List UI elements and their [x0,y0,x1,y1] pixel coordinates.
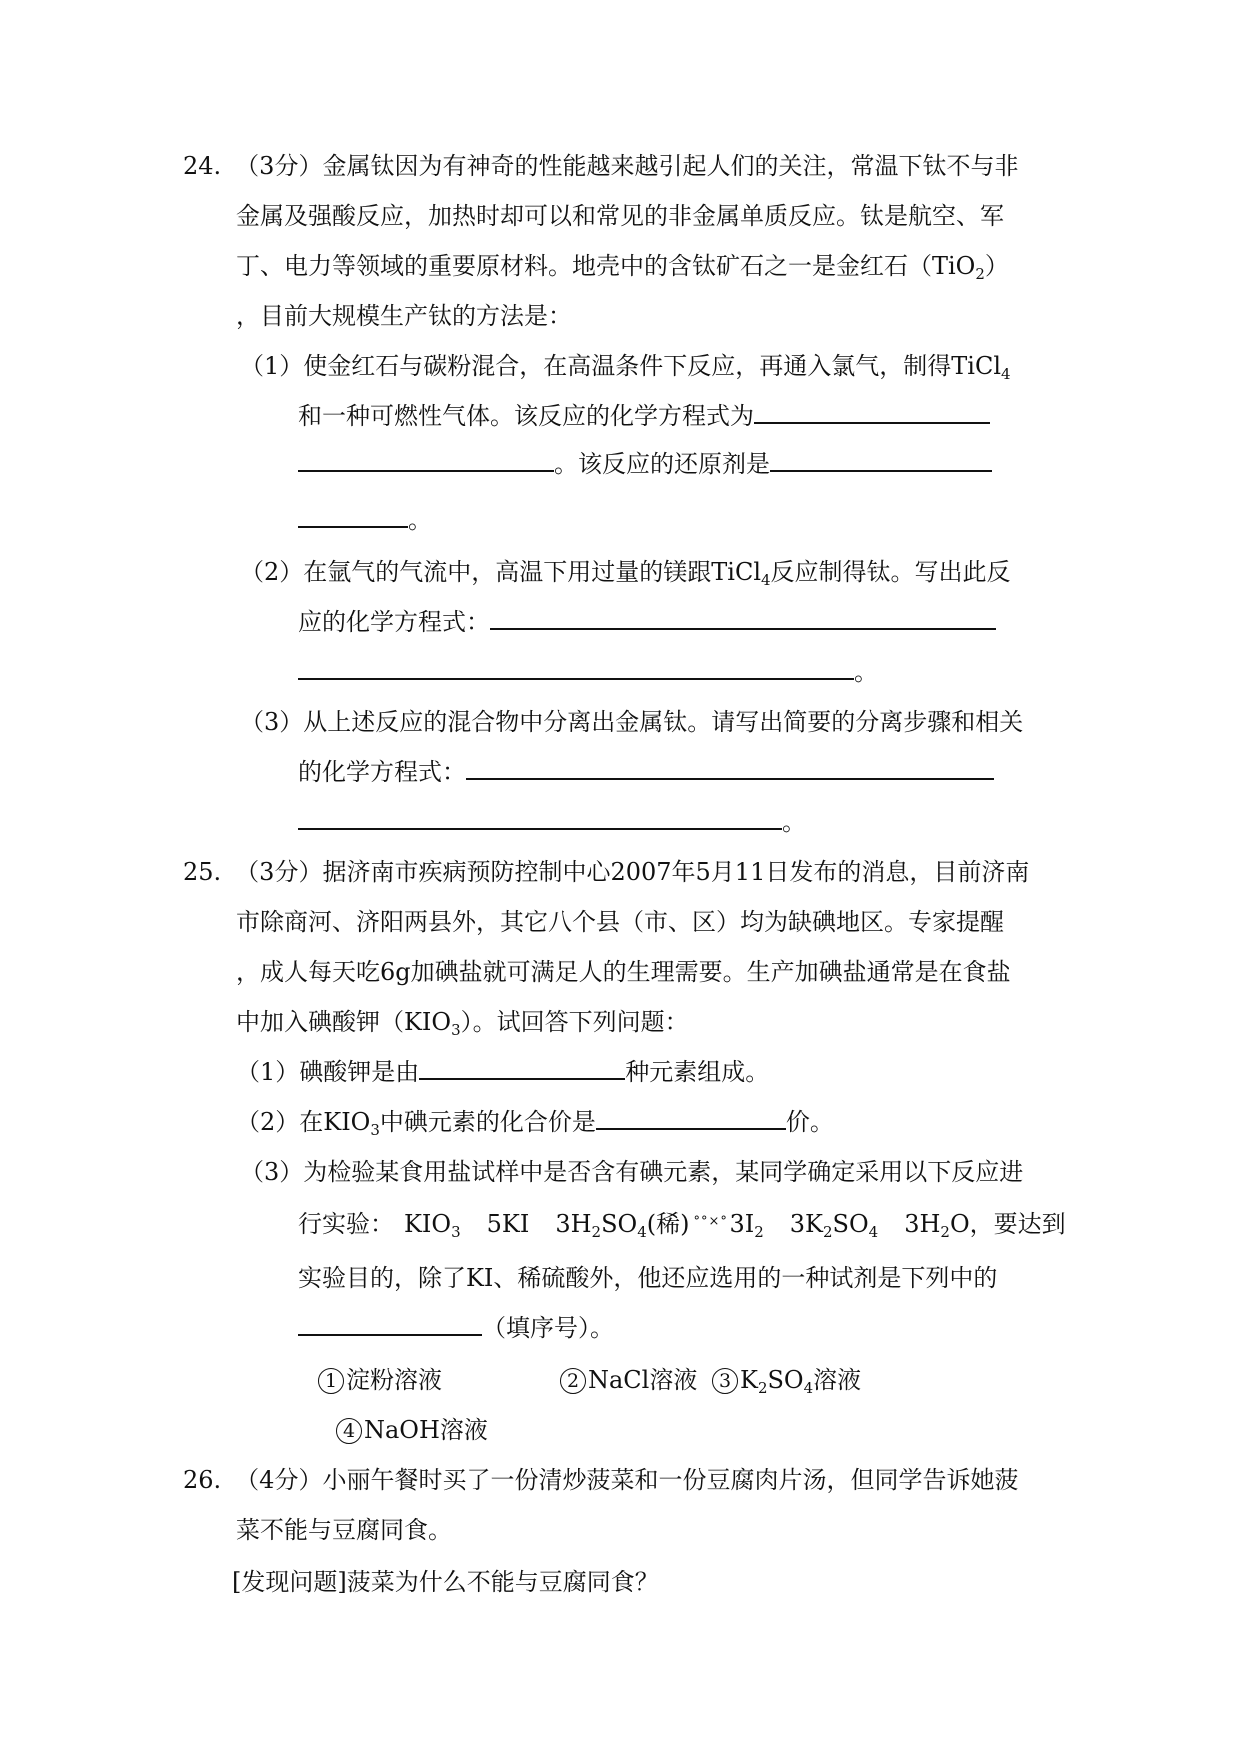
equation: $KIO_3$ 5KI $3H_2SO_4$(稀) °°×° $3I_2$ $3K_2SO_4$ $3H_2O$ [404,1210,970,1241]
circled-number: 2 [560,1368,586,1394]
circled-number: 1 [318,1368,344,1394]
q25-part3-line-2: 行实验： $KIO_3$ 5KI $3H_2SO_4$(稀) °°×° $3I_2$ $3K_2SO_4$ $3H_2O$，要达到 [298,1210,1066,1241]
q25-number: 25. [183,858,222,886]
q24-part1-line-3: 。该反应的还原剂是 [298,448,992,480]
circled-number: 4 [336,1418,362,1444]
answer-blank[interactable] [298,504,408,528]
answer-blank[interactable] [298,448,554,472]
q24-part2-line-2: 应的化学方程式： [298,606,996,638]
q24-part2-line-1: （2）在氩气的气流中，高温下用过量的镁跟TiCl$_4$反应制得钛。写出此反 [240,558,1011,589]
option-3: 3 $K_2SO_4$溶液 [712,1364,861,1396]
q25-score: （3分） [235,858,323,886]
q25-part1: （1）碘酸钾是由 种元素组成。 [236,1058,770,1086]
option-1: 1 淀粉溶液 [318,1364,442,1396]
answer-blank[interactable] [754,400,990,424]
q24-line-3: 丁、电力等领域的重要原材料。地壳中的含钛矿石之一是金红石（TiO$_2$） [236,252,1009,283]
q25-part3-line-4: （填序号）。 [298,1312,614,1344]
q24-line-2: 金属及强酸反应，加热时却可以和常见的非金属单质反应。钛是航空、军 [236,202,1004,230]
q24-line-4: ，目前大规模生产钛的方法是： [236,302,572,330]
q24-part1-line-2: 和一种可燃性气体。该反应的化学方程式为 [298,400,990,432]
q24-score: （3分） [235,152,323,180]
q25-line-4: 中加入碘酸钾$(KIO_3)$。试回答下列问题： [236,1008,689,1039]
q24-number: 24. [183,152,222,180]
q25-line-3: ，成人每天吃6g加碘盐就可满足人的生理需要。生产加碘盐通常是在食盐 [236,958,1011,986]
circled-number: 3 [712,1368,738,1394]
q26-score: （4分） [235,1466,323,1494]
q25-line-1: 25. （3分）据济南市疾病预防控制中心2007年5月11日发布的消息，目前济南 [183,858,1030,886]
option-2: 2 NaCl溶液 [560,1364,697,1396]
answer-blank[interactable] [596,1106,786,1130]
answer-blank[interactable] [466,756,994,780]
q24-part3-line-2: 的化学方程式： [298,756,994,788]
answer-blank[interactable] [298,1312,482,1336]
answer-blank[interactable] [298,806,782,830]
answer-blank[interactable] [419,1056,625,1080]
q25-line-2: 市除商河、济阳两县外，其它八个县（市、区）均为缺碘地区。专家提醒 [236,908,1004,936]
q26-line-1: 26. （4分）小丽午餐时买了一份清炒菠菜和一份豆腐肉片汤，但同学告诉她菠 [183,1466,1019,1494]
option-4: 4 NaOH溶液 [336,1414,488,1446]
answer-blank[interactable] [770,448,992,472]
answer-blank[interactable] [298,656,854,680]
q24-part1-line-4: 。 [298,504,432,536]
q26-line-3: [发现问题]菠菜为什么不能与豆腐同食？ [232,1568,659,1596]
reaction-arrow: °°×° [693,1214,728,1229]
q26-number: 26. [183,1466,222,1494]
q26-line-2: 菜不能与豆腐同食。 [236,1516,452,1544]
q24-part1-line-1: （1）使金红石与碳粉混合，在高温条件下反应，再通入氯气，制得TiCl$_4$ [240,352,1011,383]
q24-line-1: 24. （3分）金属钛因为有神奇的性能越来越引起人们的关注，常温下钛不与非 [183,152,1019,180]
q25-part3-line-1: （3）为检验某食用盐试样中是否含有碘元素，某同学确定采用以下反应进 [240,1158,1024,1186]
q24-part3-line-1: （3）从上述反应的混合物中分离出金属钛。请写出简要的分离步骤和相关 [240,708,1024,736]
q25-part2: （2）在$KIO_3$中碘元素的化合价是 价。 [236,1108,834,1139]
q25-part3-line-3: 实验目的，除了KI、稀硫酸外，他还应选用的一种试剂是下列中的 [298,1264,998,1292]
q24-part3-line-3: 。 [298,806,806,838]
q24-part2-line-3: 。 [298,656,878,688]
answer-blank[interactable] [490,606,996,630]
